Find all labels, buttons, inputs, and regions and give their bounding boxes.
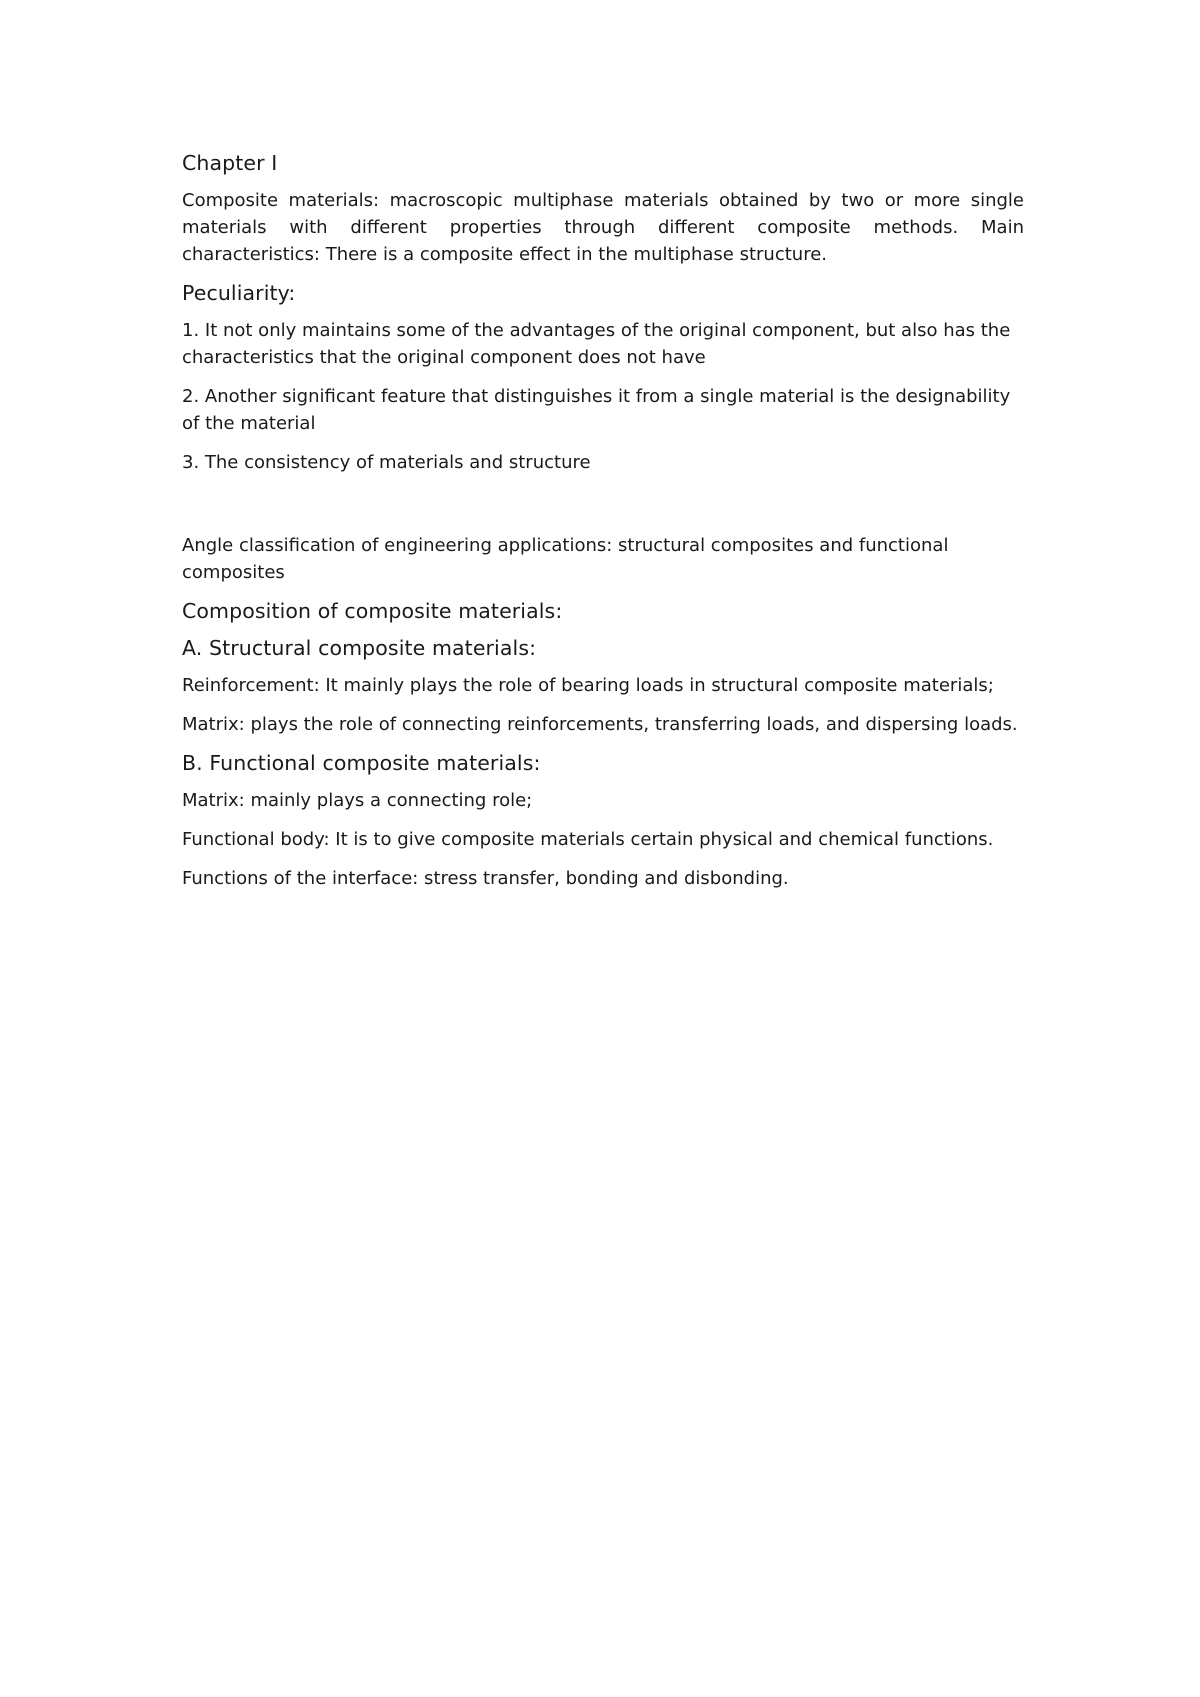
chapter-title: Chapter I <box>182 151 278 175</box>
composition-heading: Composition of composite materials: <box>182 599 563 623</box>
functional-item-matrix: Matrix: mainly plays a connecting role; <box>182 790 533 811</box>
intro-paragraph: Composite materials: macroscopic multiphase materials obtained by two or more single materials with different properties through different composite methods. Main characteristics: There is a composite effect in the multiphase structure. <box>182 190 1024 265</box>
peculiarity-item-3: 3. The consistency of materials and structure <box>182 452 591 473</box>
blank-line <box>182 488 1024 532</box>
peculiarity-item-1: 1. It not only maintains some of the advantages of the original component, but also has the characteristics that the original component does not have <box>182 320 1011 368</box>
classification-paragraph: Angle classification of engineering applications: structural composites and functional composites <box>182 535 949 583</box>
peculiarity-item-2: 2. Another significant feature that distinguishes it from a single material is the designability of the material <box>182 386 1011 434</box>
structural-heading: A. Structural composite materials: <box>182 636 537 660</box>
structural-item-reinforcement: Reinforcement: It mainly plays the role of bearing loads in structural composite materials; <box>182 675 994 696</box>
document-page <box>182 150 1024 904</box>
functional-item-interface: Functions of the interface: stress transfer, bonding and disbonding. <box>182 868 789 889</box>
peculiarity-heading: Peculiarity: <box>182 281 296 305</box>
functional-heading: B. Functional composite materials: <box>182 751 541 775</box>
functional-item-body: Functional body: It is to give composite materials certain physical and chemical functions. <box>182 829 994 850</box>
structural-item-matrix: Matrix: plays the role of connecting reinforcements, transferring loads, and dispersing loads. <box>182 714 1018 735</box>
